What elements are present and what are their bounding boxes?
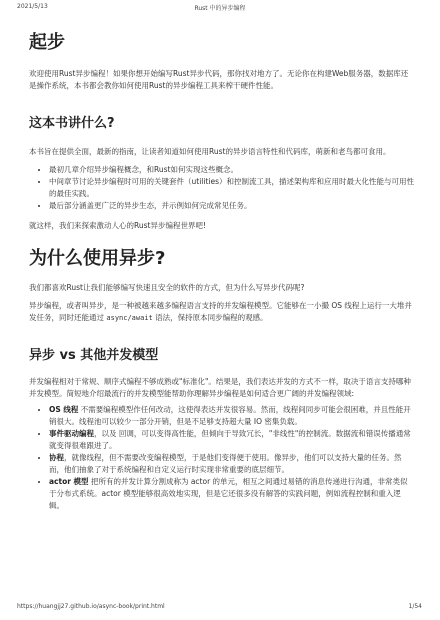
page-url: https://huangjj27.github.io/async-book/print.html xyxy=(17,603,165,610)
item-text: ，就像线程，但不需要改变编程模型，于是他们变得便于使用。像异步，他们可以支持大量的任务。然而，他们抽象了对于系统编程和自定义运行时实现非常重要的底层细节。 xyxy=(49,453,402,474)
list-item xyxy=(49,428,414,452)
list-item xyxy=(49,452,414,476)
list-item xyxy=(49,404,414,428)
print-header xyxy=(0,0,440,14)
explore-paragraph: 就这样，我们来探索激动人心的Rust异步编程世界吧! xyxy=(29,221,206,230)
term-actor-model: actor 模型 xyxy=(49,477,89,486)
section-title-about-book: 这本书讲什么? xyxy=(29,116,115,131)
print-page-title: Rust 中的异步编程 xyxy=(194,5,246,12)
item-text: 把所有的并发计算分割成称为 actor 的单元，相互之间通过易错的消息传递进行沟通，非常类似于分布式系统。actor 模型能够很高效地实现，但是它还很多没有解答的实践问题，例如流程控制和重入逻辑。 xyxy=(49,477,408,510)
why-paragraph: 我们都喜欢Rust让我们能够编写快速且安全的软件的方式，但为什么写异步代码呢? xyxy=(29,283,305,292)
concurrency-paragraph: 并发编程相对于常规、顺序式编程不够成熟或"标准化"。结果是，我们表达并发的方式不一样，取决于语言支持哪种并发模型。简短地介绍最流行的并发模型能帮助你理解异步编程是如何适合更广阔的并发编程领域: xyxy=(29,377,411,398)
about-list xyxy=(29,164,414,212)
async-await-code: async/await xyxy=(106,314,153,322)
models-list xyxy=(29,404,414,512)
intro-paragraph: 欢迎使用Rust异步编程！如果你想开始编写Rust异步代码，那你找对地方了。无论你在构建Web服务器，数据库还是操作系统，本书都会教你如何使用Rust的异步编程工具来榨干硬件性能。 xyxy=(29,69,409,90)
term-coroutines: 协程 xyxy=(49,453,64,462)
item-text: 不需要编程模型作任何改动，这使得表达并发很容易。然而，线程间同步可能会很困难，并且性能开销很大。线程池可以较少一部分开销，但是不足够支持超大量 IO 密集负载。 xyxy=(49,405,411,426)
list-item: • 中间章节讨论异步编程时可用的关键套件（utilities）和控制流工具，描述架构库和应用时最大化性能与可用性的最佳实践。 xyxy=(49,176,414,200)
async-paragraph-text-end: 语法，保持原本同步编程的观感。 xyxy=(152,313,268,322)
list-item: • 最后部分涵盖更广泛的异步生态，并示例如何完成常见任务。 xyxy=(49,200,414,212)
term-event-driven: 事件驱动编程 xyxy=(49,429,94,438)
section-title-getting-started: 起步 xyxy=(29,32,65,53)
section-title-async-vs-others: 异步 vs 其他并发模型 xyxy=(29,348,159,363)
about-paragraph: 本书旨在提供全面，最新的指南，让读者知道如何使用Rust的异步语言特性和代码库，萌新和老鸟都可食用。 xyxy=(29,147,391,156)
async-paragraph xyxy=(29,300,414,324)
document-content xyxy=(29,32,414,512)
list-item: • 最初几章介绍异步编程概念，和Rust如何实现这些概念。 xyxy=(49,164,414,176)
print-footer xyxy=(0,601,440,613)
section-title-why-async: 为什么使用异步? xyxy=(29,248,166,269)
async-paragraph-text: 异步编程，或者叫异步，是一种被越来越多编程语言支持的并发编程模型。它能够在一小撮 OS 线程上运行一大堆并发任务，同时还能通过 xyxy=(29,301,412,322)
page-number: 1/54 xyxy=(408,603,422,610)
item-text: ，以及 回调，可以变得高性能，但倾向于导致冗长，"非线性"的控制流。数据流和错误传播通常就变得很难跟进了。 xyxy=(49,429,411,450)
print-date: 2021/5/13 xyxy=(17,3,48,10)
list-item xyxy=(49,476,414,512)
term-os-threads: OS 线程 xyxy=(49,405,79,414)
